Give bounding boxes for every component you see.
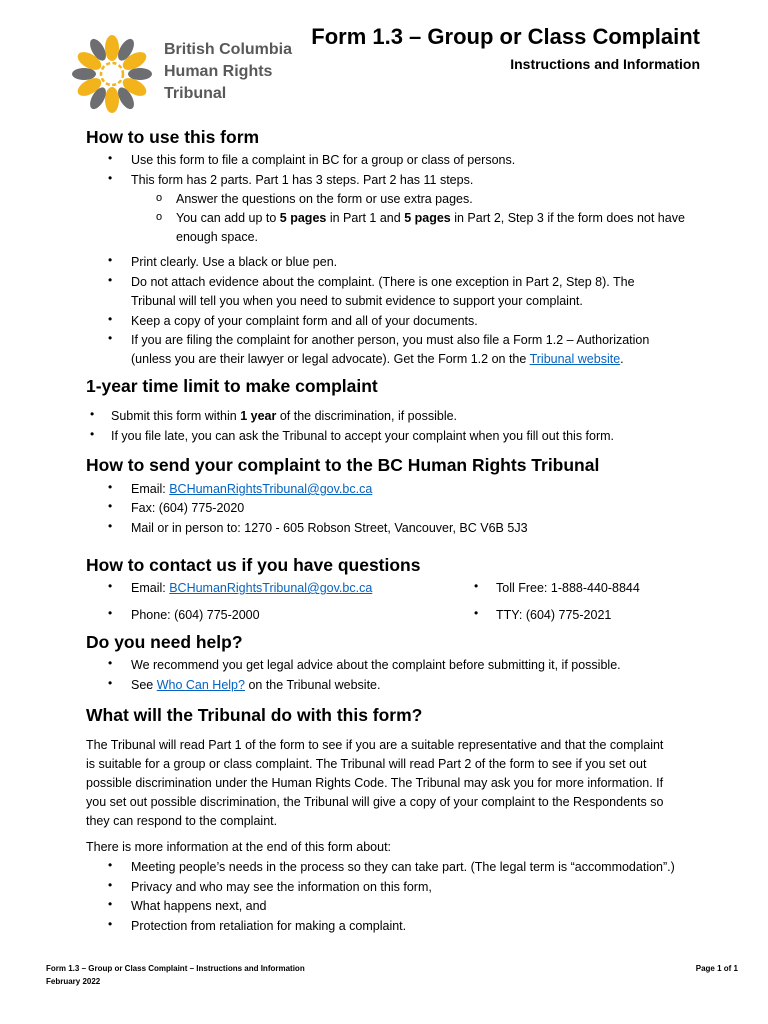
who-can-help-link[interactable]: Who Can Help? — [156, 678, 245, 692]
list-item: If you file late, you can ask the Tribunal to accept your complaint when you fill out this form. — [111, 429, 615, 443]
paragraph — [86, 736, 746, 831]
sub-bullet-icon: o — [156, 211, 163, 223]
text-run: Email — [131, 581, 163, 595]
text-run: in Part 1 and — [326, 211, 405, 225]
emphasis-text: 1 year — [240, 409, 277, 423]
paragraph: There is more information at the end of this form about: — [86, 840, 392, 854]
list-item-continued: Tribunal will tell you when you need to submit evidence to support your complaint. — [131, 294, 583, 308]
bullet-icon: • — [108, 499, 113, 513]
email-link[interactable]: BCHumanRightsTribunal@gov.bc.ca — [169, 482, 373, 496]
text-run: : — [162, 581, 170, 595]
tribunal-website-link[interactable]: Tribunal website — [529, 352, 621, 366]
text-run: You can add up to — [176, 211, 280, 225]
list-item — [111, 407, 457, 426]
text-run: Email — [131, 482, 163, 496]
section-heading-contact: How to contact us if you have questions — [86, 555, 421, 575]
list-item: Protection from retaliation for making a complaint. — [131, 919, 407, 933]
sub-list-item: Answer the questions on the form or use extra pages. — [176, 192, 473, 206]
list-item: Do not attach evidence about the complaint. (There is one exception in Part 2, Step 8). The — [131, 275, 635, 289]
paragraph-line: possible discrimination under the Human Rights Code. The Tribunal may ask you for more information. If — [86, 776, 664, 790]
bullet-icon: • — [108, 151, 113, 165]
form-title: Form 1.3 – Group or Class Complaint — [311, 24, 700, 49]
bullet-icon: • — [90, 407, 95, 421]
list-item: Use this form to file a complaint in BC for a group or class of persons. — [131, 153, 516, 167]
list-item: Toll Free: 1-888-440-8844 — [496, 581, 640, 595]
sub-list-item-continued: enough space. — [176, 230, 259, 244]
list-item: Print clearly. Use a black or blue pen. — [131, 255, 338, 269]
paragraph-line: The Tribunal will read Part 1 of the form to see if you are a suitable representative and that the complaint — [86, 738, 664, 752]
paragraph-line: they can respond to the complaint. — [86, 814, 278, 828]
emphasis-text: 5 pages — [279, 211, 327, 225]
text-run: See — [131, 678, 157, 692]
bullet-icon: • — [108, 606, 113, 620]
bullet-icon: • — [108, 253, 113, 267]
footer-page-number: Page 1 of 1 — [695, 964, 738, 973]
list-item: What happens next, and — [131, 899, 267, 913]
bullet-icon: • — [474, 606, 479, 620]
paragraph-line: is suitable for a group or class complaint. The Tribunal will read Part 2 of the form to see if you set out — [86, 757, 647, 771]
bullet-icon: • — [108, 273, 113, 287]
list-item: Meeting people’s needs in the process so they can take part. (The legal term is “accommodation”.) — [131, 860, 675, 874]
text-run: (unless you are their lawyer or legal advocate). Get the Form 1.2 on the — [131, 352, 530, 366]
bullet-icon: • — [108, 858, 113, 872]
list-item: Privacy and who may see the information on this form, — [131, 880, 432, 894]
email-link[interactable]: BCHumanRightsTribunal@gov.bc.ca — [169, 581, 373, 595]
list-item: Fax: (604) 775-2020 — [131, 501, 245, 515]
list-item — [131, 579, 372, 598]
section-heading-how-to-use: How to use this form — [86, 127, 260, 147]
emphasis-text: 5 pages — [404, 211, 451, 225]
sub-bullet-icon: o — [156, 192, 163, 204]
section-heading-send: How to send your complaint to the BC Human Rights Tribunal — [86, 455, 600, 475]
org-name-line-3: Tribunal — [164, 85, 227, 102]
list-item: Mail or in person to: 1270 - 605 Robson Street, Vancouver, BC V6B 5J3 — [131, 521, 528, 535]
bullet-icon: • — [90, 427, 95, 441]
bullet-icon: • — [108, 676, 113, 690]
bullet-icon: • — [108, 331, 113, 345]
org-name-line-1: British Columbia — [164, 41, 293, 58]
list-item: Keep a copy of your complaint form and all of your documents. — [131, 314, 478, 328]
list-item: We recommend you get legal advice about the complaint before submitting it, if possible. — [131, 658, 621, 672]
bullet-icon: • — [108, 519, 113, 533]
section-heading-help: Do you need help? — [86, 632, 243, 652]
list-item — [131, 676, 380, 695]
bullet-icon: • — [108, 171, 113, 185]
sub-list-item — [176, 209, 685, 228]
list-item: Phone: (604) 775-2000 — [131, 608, 260, 622]
text-run: in Part 2, Step 3 if the form does not have — [450, 211, 685, 225]
bullet-icon: • — [108, 917, 113, 931]
text-run: . — [620, 352, 624, 366]
bullet-icon: • — [108, 656, 113, 670]
text-run: on the Tribunal website. — [244, 678, 381, 692]
bullet-icon: • — [108, 878, 113, 892]
bullet-icon: • — [108, 579, 113, 593]
list-item: This form has 2 parts. Part 1 has 3 steps. Part 2 has 11 steps. — [131, 173, 474, 187]
footer-form-title: Form 1.3 – Group or Class Complaint – Instructions and Information — [46, 964, 305, 973]
list-item: TTY: (604) 775-2021 — [496, 608, 612, 622]
section-heading-what: What will the Tribunal do with this form? — [86, 705, 423, 725]
org-name — [164, 39, 292, 105]
bullet-icon: • — [108, 480, 113, 494]
list-item: If you are filing the complaint for another person, you must also file a Form 1.2 – Authorization — [131, 333, 650, 347]
section-heading-time-limit: 1-year time limit to make complaint — [86, 376, 378, 396]
bullet-icon: • — [108, 897, 113, 911]
text-run: : — [162, 482, 170, 496]
paragraph-line: you set out possible discrimination, the Tribunal will give a copy of your complaint to the Respondents so — [86, 795, 664, 809]
tribunal-logo — [72, 26, 292, 122]
list-item — [131, 480, 372, 499]
text-run: Submit this form within — [111, 409, 241, 423]
text-run: of the discrimination, if possible. — [276, 409, 458, 423]
list-item-continued — [131, 350, 624, 369]
footer-date: February 2022 — [46, 977, 101, 986]
org-name-line-2: Human Rights — [164, 63, 273, 80]
bullet-icon: • — [108, 312, 113, 326]
sunburst-flower-icon — [72, 26, 152, 122]
form-subtitle: Instructions and Information — [510, 56, 700, 72]
bullet-icon: • — [474, 579, 479, 593]
